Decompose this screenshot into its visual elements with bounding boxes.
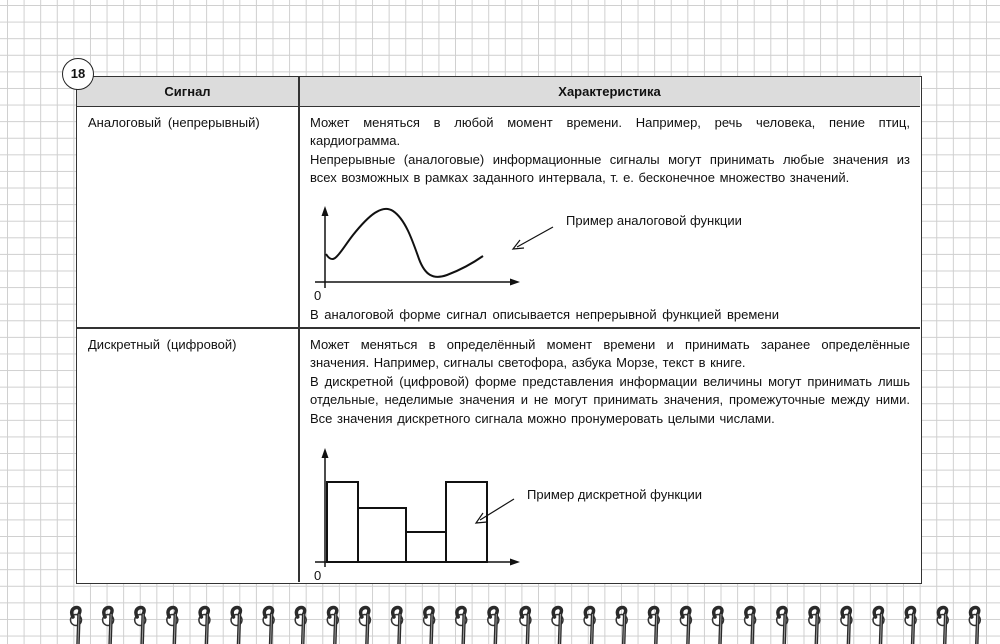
binding-ring: [969, 608, 980, 644]
binding-ring: [713, 608, 724, 644]
discrete-signal-name: Дискретный (цифровой): [88, 337, 237, 352]
binding-ring: [392, 608, 403, 644]
binding-ring: [359, 608, 370, 644]
discrete-paragraph: В дискретной (цифровой) форме представления информации величины могут принимать лишь отдельные, неделимые значения и не могут принимать значения, промежуточные между ними. Все значения дискретного сигнала можно пронумеровать целыми числами.: [310, 373, 910, 426]
analog-axis-zero: 0: [314, 288, 322, 303]
discrete-figure-label: Пример дискретной функции: [527, 487, 703, 502]
discrete-axis-zero: 0: [314, 568, 322, 583]
discrete-x-arrow: [510, 559, 520, 566]
binding-ring: [680, 608, 691, 644]
binding-ring: [488, 608, 499, 644]
binding-ring: [841, 608, 852, 644]
spiral-binding: [0, 600, 1000, 644]
binding-ring: [103, 608, 114, 644]
binding-ring: [327, 608, 338, 644]
binding-ring: [584, 608, 595, 644]
discrete-y-arrow: [322, 448, 329, 458]
analog-paragraph: Может меняться в любой момент времени. Например, речь человека, пение птиц, кардиограмма.: [310, 115, 910, 149]
binding-ring: [71, 608, 82, 644]
page-number: 18: [62, 58, 94, 90]
discrete-pointer-head: [476, 513, 487, 523]
binding-ring: [745, 608, 756, 644]
binding-ring: [263, 608, 274, 644]
binding-ring: [777, 608, 788, 644]
analog-caption: В аналоговой форме сигнал описывается непрерывной функцией времени: [310, 307, 779, 322]
binding-ring: [873, 608, 884, 644]
header-signal: Сигнал: [164, 84, 211, 99]
binding-ring: [135, 608, 146, 644]
binding-ring: [809, 608, 820, 644]
discrete-figure: [77, 77, 920, 582]
binding-ring: [648, 608, 659, 644]
signal-table: [76, 76, 922, 584]
binding-ring: [520, 608, 531, 644]
header-characteristic: Характеристика: [558, 84, 661, 99]
analog-signal-name: Аналоговый (непрерывный): [88, 115, 260, 130]
binding-ring: [905, 608, 916, 644]
binding-ring: [424, 608, 435, 644]
binding-ring: [456, 608, 467, 644]
discrete-pointer-arrow: [480, 499, 514, 520]
binding-ring: [199, 608, 210, 644]
analog-paragraph: Непрерывные (аналоговые) информационные сигналы могут принимать любые значения из всех возможных в рамках заданного интервала, т. е. бесконечное множество значений.: [310, 151, 910, 186]
discrete-bar: [327, 482, 358, 562]
discrete-bar: [358, 508, 406, 562]
binding-ring: [616, 608, 627, 644]
binding-ring: [167, 608, 178, 644]
binding-ring: [231, 608, 242, 644]
discrete-paragraph: Может меняться в определённый момент времени и принимать заранее определённые значения. Например, сигналы светофора, азбука Морзе, текст в книге.: [310, 337, 910, 371]
analog-figure-label: Пример аналоговой функции: [566, 213, 742, 228]
discrete-bar: [406, 532, 446, 562]
binding-ring: [295, 608, 306, 644]
binding-ring: [937, 608, 948, 644]
binding-ring: [552, 608, 563, 644]
